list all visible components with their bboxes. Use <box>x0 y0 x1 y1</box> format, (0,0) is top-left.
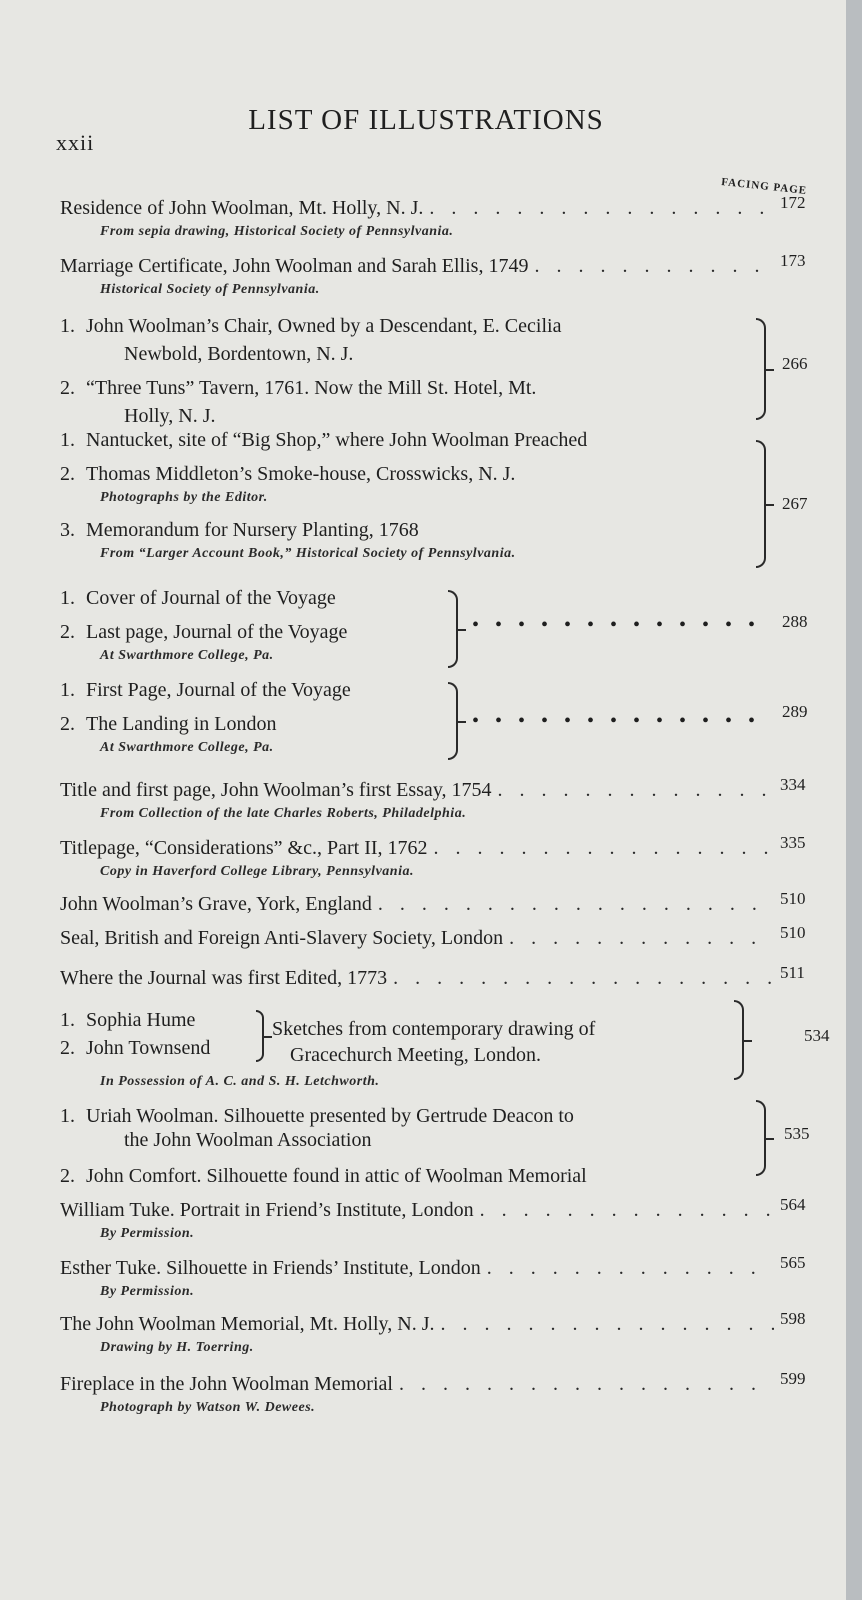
entry-credit: By Permission. <box>100 1226 195 1241</box>
leader-dots <box>399 1370 774 1398</box>
list-item <box>60 834 820 882</box>
entry-credit: Photographs by the Editor. <box>100 490 268 505</box>
entry-title: Marriage Certificate, John Woolman and Sarah Ellis, 1749 <box>60 255 529 277</box>
entry-credit: From sepia drawing, Historical Society of Pennsylvania. <box>100 224 454 239</box>
entry-page: 510 <box>780 889 806 908</box>
leader-dots <box>429 194 774 222</box>
list-item-group <box>60 1102 760 1190</box>
entry-page: 510 <box>780 923 806 942</box>
entry-title: First Page, Journal of the Voyage <box>86 679 351 701</box>
entry-title: Fireplace in the John Woolman Memorial <box>60 1373 393 1395</box>
entry-title: John Woolman’s Grave, York, England <box>60 893 372 915</box>
entry-credit: From “Larger Account Book,” Historical Society of Pennsylvania. <box>100 546 516 561</box>
item-number: 2. <box>60 1165 75 1187</box>
brace <box>448 682 458 760</box>
item-number: 2. <box>60 1037 75 1059</box>
entry-title: Last page, Journal of the Voyage <box>86 621 348 643</box>
item-number: 1. <box>60 1105 75 1127</box>
entry-title: The John Woolman Memorial, Mt. Holly, N. J. <box>60 1313 435 1335</box>
leader-dots <box>440 1310 774 1338</box>
item-number: 1. <box>60 1009 75 1031</box>
entry-note: Sketches from contemporary drawing of <box>272 1018 596 1040</box>
entry-title: Seal, British and Foreign Anti-Slavery Society, London <box>60 927 504 949</box>
brace <box>256 1010 264 1062</box>
entry-title: John Townsend <box>86 1037 211 1059</box>
leader-dots <box>480 1196 774 1224</box>
item-number: 1. <box>60 315 75 337</box>
brace <box>756 440 766 568</box>
entry-title: Where the Journal was first Edited, 1773 <box>60 967 388 989</box>
entry-title-cont: Holly, N. J. <box>124 405 216 427</box>
entry-note: Gracechurch Meeting, London. <box>290 1044 542 1066</box>
list-item-group <box>60 676 450 758</box>
entry-title-cont: the John Woolman Association <box>124 1129 372 1151</box>
leader-dots: ••••••••••••• <box>472 614 772 636</box>
item-number: 2. <box>60 713 75 735</box>
entry-credit: Copy in Haverford College Library, Pennsylvania. <box>100 864 414 879</box>
illustrations-list <box>60 0 830 1600</box>
facing-page-label: FACING PAGE <box>720 176 808 197</box>
list-item <box>60 252 820 300</box>
entry-title: Thomas Middleton’s Smoke-house, Crosswicks, N. J. <box>86 463 516 485</box>
entry-credit: Photograph by Watson W. Dewees. <box>100 1400 316 1415</box>
entry-title: Titlepage, “Considerations” &c., Part II, 1762 <box>60 837 428 859</box>
leader-dots <box>487 1254 774 1282</box>
entry-page: 534 <box>804 1026 830 1045</box>
entry-credit: At Swarthmore College, Pa. <box>100 740 274 755</box>
list-item <box>60 1254 820 1302</box>
entry-title: Esther Tuke. Silhouette in Friends’ Institute, London <box>60 1257 481 1279</box>
entry-page: 599 <box>780 1369 806 1388</box>
brace <box>734 1000 744 1080</box>
list-item <box>60 1370 820 1418</box>
entry-page: 511 <box>780 963 805 982</box>
item-number: 2. <box>60 377 75 399</box>
entry-page: 172 <box>780 193 806 212</box>
entry-title: Sophia Hume <box>86 1009 196 1031</box>
entry-title: William Tuke. Portrait in Friend’s Institute, London <box>60 1199 474 1221</box>
leader-dots <box>434 834 774 862</box>
entry-page: 173 <box>780 251 806 270</box>
leader-dots <box>509 924 774 952</box>
item-number: 1. <box>60 429 75 451</box>
list-item <box>60 924 820 952</box>
item-number: 2. <box>60 463 75 485</box>
item-number: 1. <box>60 587 75 609</box>
item-number: 3. <box>60 519 75 541</box>
brace <box>448 590 458 668</box>
entry-title: Residence of John Woolman, Mt. Holly, N. J. <box>60 197 424 219</box>
entry-credit: From Collection of the late Charles Roberts, Philadelphia. <box>100 806 467 821</box>
entry-page: 266 <box>782 354 808 373</box>
list-item <box>60 964 820 992</box>
page-number: xxii <box>56 130 95 155</box>
entry-title: Uriah Woolman. Silhouette presented by Gertrude Deacon to <box>86 1105 574 1127</box>
entry-title: Cover of Journal of the Voyage <box>86 587 336 609</box>
entry-page: 535 <box>784 1124 810 1143</box>
entry-title: Memorandum for Nursery Planting, 1768 <box>86 519 419 541</box>
entry-title: “Three Tuns” Tavern, 1761. Now the Mill St. Hotel, Mt. <box>86 377 537 399</box>
leader-dots <box>393 964 774 992</box>
leader-dots <box>534 252 774 280</box>
brace <box>756 1100 766 1176</box>
list-item <box>60 890 820 918</box>
entry-page: 564 <box>780 1195 806 1214</box>
entry-title: John Woolman’s Chair, Owned by a Descendant, E. Cecilia <box>86 315 562 337</box>
entry-title: The Landing in London <box>86 713 277 735</box>
entry-title: John Comfort. Silhouette found in attic of Woolman Memorial <box>86 1165 587 1187</box>
entry-credit: At Swarthmore College, Pa. <box>100 648 274 663</box>
entry-credit: Drawing by H. Toerring. <box>100 1340 254 1355</box>
leader-dots: ••••••••••••• <box>472 710 772 732</box>
entry-credit: In Possession of A. C. and S. H. Letchworth. <box>100 1074 380 1089</box>
entry-page: 267 <box>782 494 808 513</box>
entry-credit: Historical Society of Pennsylvania. <box>100 282 320 297</box>
leader-dots <box>498 776 774 804</box>
entry-page: 565 <box>780 1253 806 1272</box>
list-item-group <box>60 312 750 430</box>
item-number: 1. <box>60 679 75 701</box>
entry-page: 335 <box>780 833 806 852</box>
entry-title-cont: Newbold, Bordentown, N. J. <box>124 343 354 365</box>
list-item-group <box>60 426 760 564</box>
list-item <box>60 1310 820 1358</box>
entry-page: 334 <box>780 775 806 794</box>
list-item <box>60 194 820 242</box>
entry-page: 288 <box>782 612 808 631</box>
entry-title: Nantucket, site of “Big Shop,” where John Woolman Preached <box>86 429 588 451</box>
list-item-group <box>60 1006 260 1062</box>
list-item <box>60 776 820 824</box>
page-title: LIST OF ILLUSTRATIONS <box>248 104 604 136</box>
page-edge <box>846 0 862 1600</box>
brace <box>756 318 766 420</box>
entry-credit: By Permission. <box>100 1284 195 1299</box>
entry-page: 598 <box>780 1309 806 1328</box>
list-item-group <box>60 584 450 666</box>
list-item <box>60 1196 820 1244</box>
entry-page: 289 <box>782 702 808 721</box>
leader-dots <box>378 890 774 918</box>
entry-title: Title and first page, John Woolman’s first Essay, 1754 <box>60 779 492 801</box>
item-number: 2. <box>60 621 75 643</box>
